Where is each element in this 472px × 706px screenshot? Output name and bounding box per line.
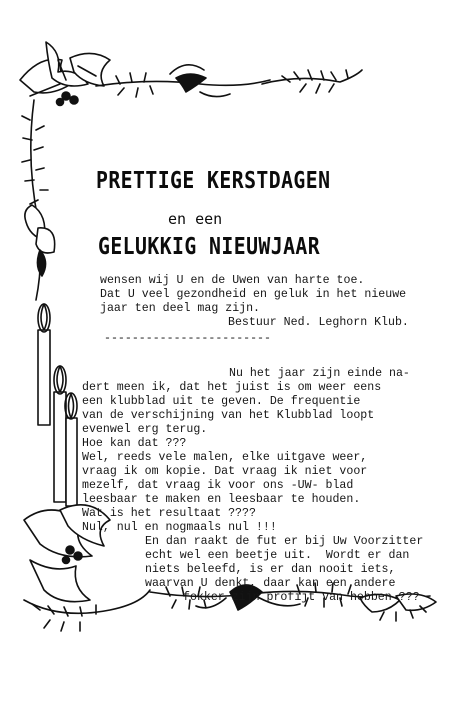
body-line-10: leesbaar te maken en leesbaar te houden. — [82, 493, 361, 506]
body-line-14: echt wel een beetje uit. Wordt er dan — [145, 549, 410, 562]
separator-rule: ------------------------ — [104, 332, 271, 345]
greeting-connector: en een — [168, 210, 223, 228]
greeting-title: PRETTIGE KERSTDAGEN — [96, 168, 331, 194]
body-line-8: vraag ik om kopie. Dat vraag ik niet voor — [82, 465, 368, 478]
body-line-7: Wel, reeds vele malen, elke uitgave weer, — [82, 451, 368, 464]
intro-line-1: wensen wij U en de Uwen van harte toe. — [100, 274, 365, 287]
intro-line-2: Dat U veel gezondheid en geluk in het nieuwe — [100, 288, 407, 301]
body-line-5: evenwel erg terug. — [82, 423, 208, 436]
body-line-16: waarvan U denkt, daar kan een andere — [145, 577, 396, 590]
body-line-2: dert meen ik, dat het juist is om weer eens — [82, 381, 382, 394]
body-line-12: Nul, nul en nogmaals nul !!! — [82, 521, 277, 534]
body-line-13: En dan raakt de fut er bij Uw Voorzitter — [145, 535, 424, 548]
club-signature: Bestuur Ned. Leghorn Klub. — [228, 316, 409, 329]
body-line-3: een klubblad uit te geven. De frequentie — [82, 395, 361, 408]
body-line-15: niets beleefd, is er dan nooit iets, — [145, 563, 396, 576]
body-line-4: van de verschijning van het Klubblad loopt — [82, 409, 375, 422]
intro-line-3: jaar ten deel mag zijn. — [100, 302, 261, 315]
greeting-subtitle: GELUKKIG NIEUWJAAR — [98, 234, 321, 260]
body-line-6: Hoe kan dat ??? — [82, 437, 187, 450]
body-line-1: Nu het jaar zijn einde na- — [229, 367, 410, 380]
body-line-17: fokker zijn profijt van hebben ??? — [183, 591, 420, 604]
body-line-9: mezelf, dat vraag ik voor ons -UW- blad — [82, 479, 354, 492]
body-line-11: Wat is het resultaat ???? — [82, 507, 256, 520]
